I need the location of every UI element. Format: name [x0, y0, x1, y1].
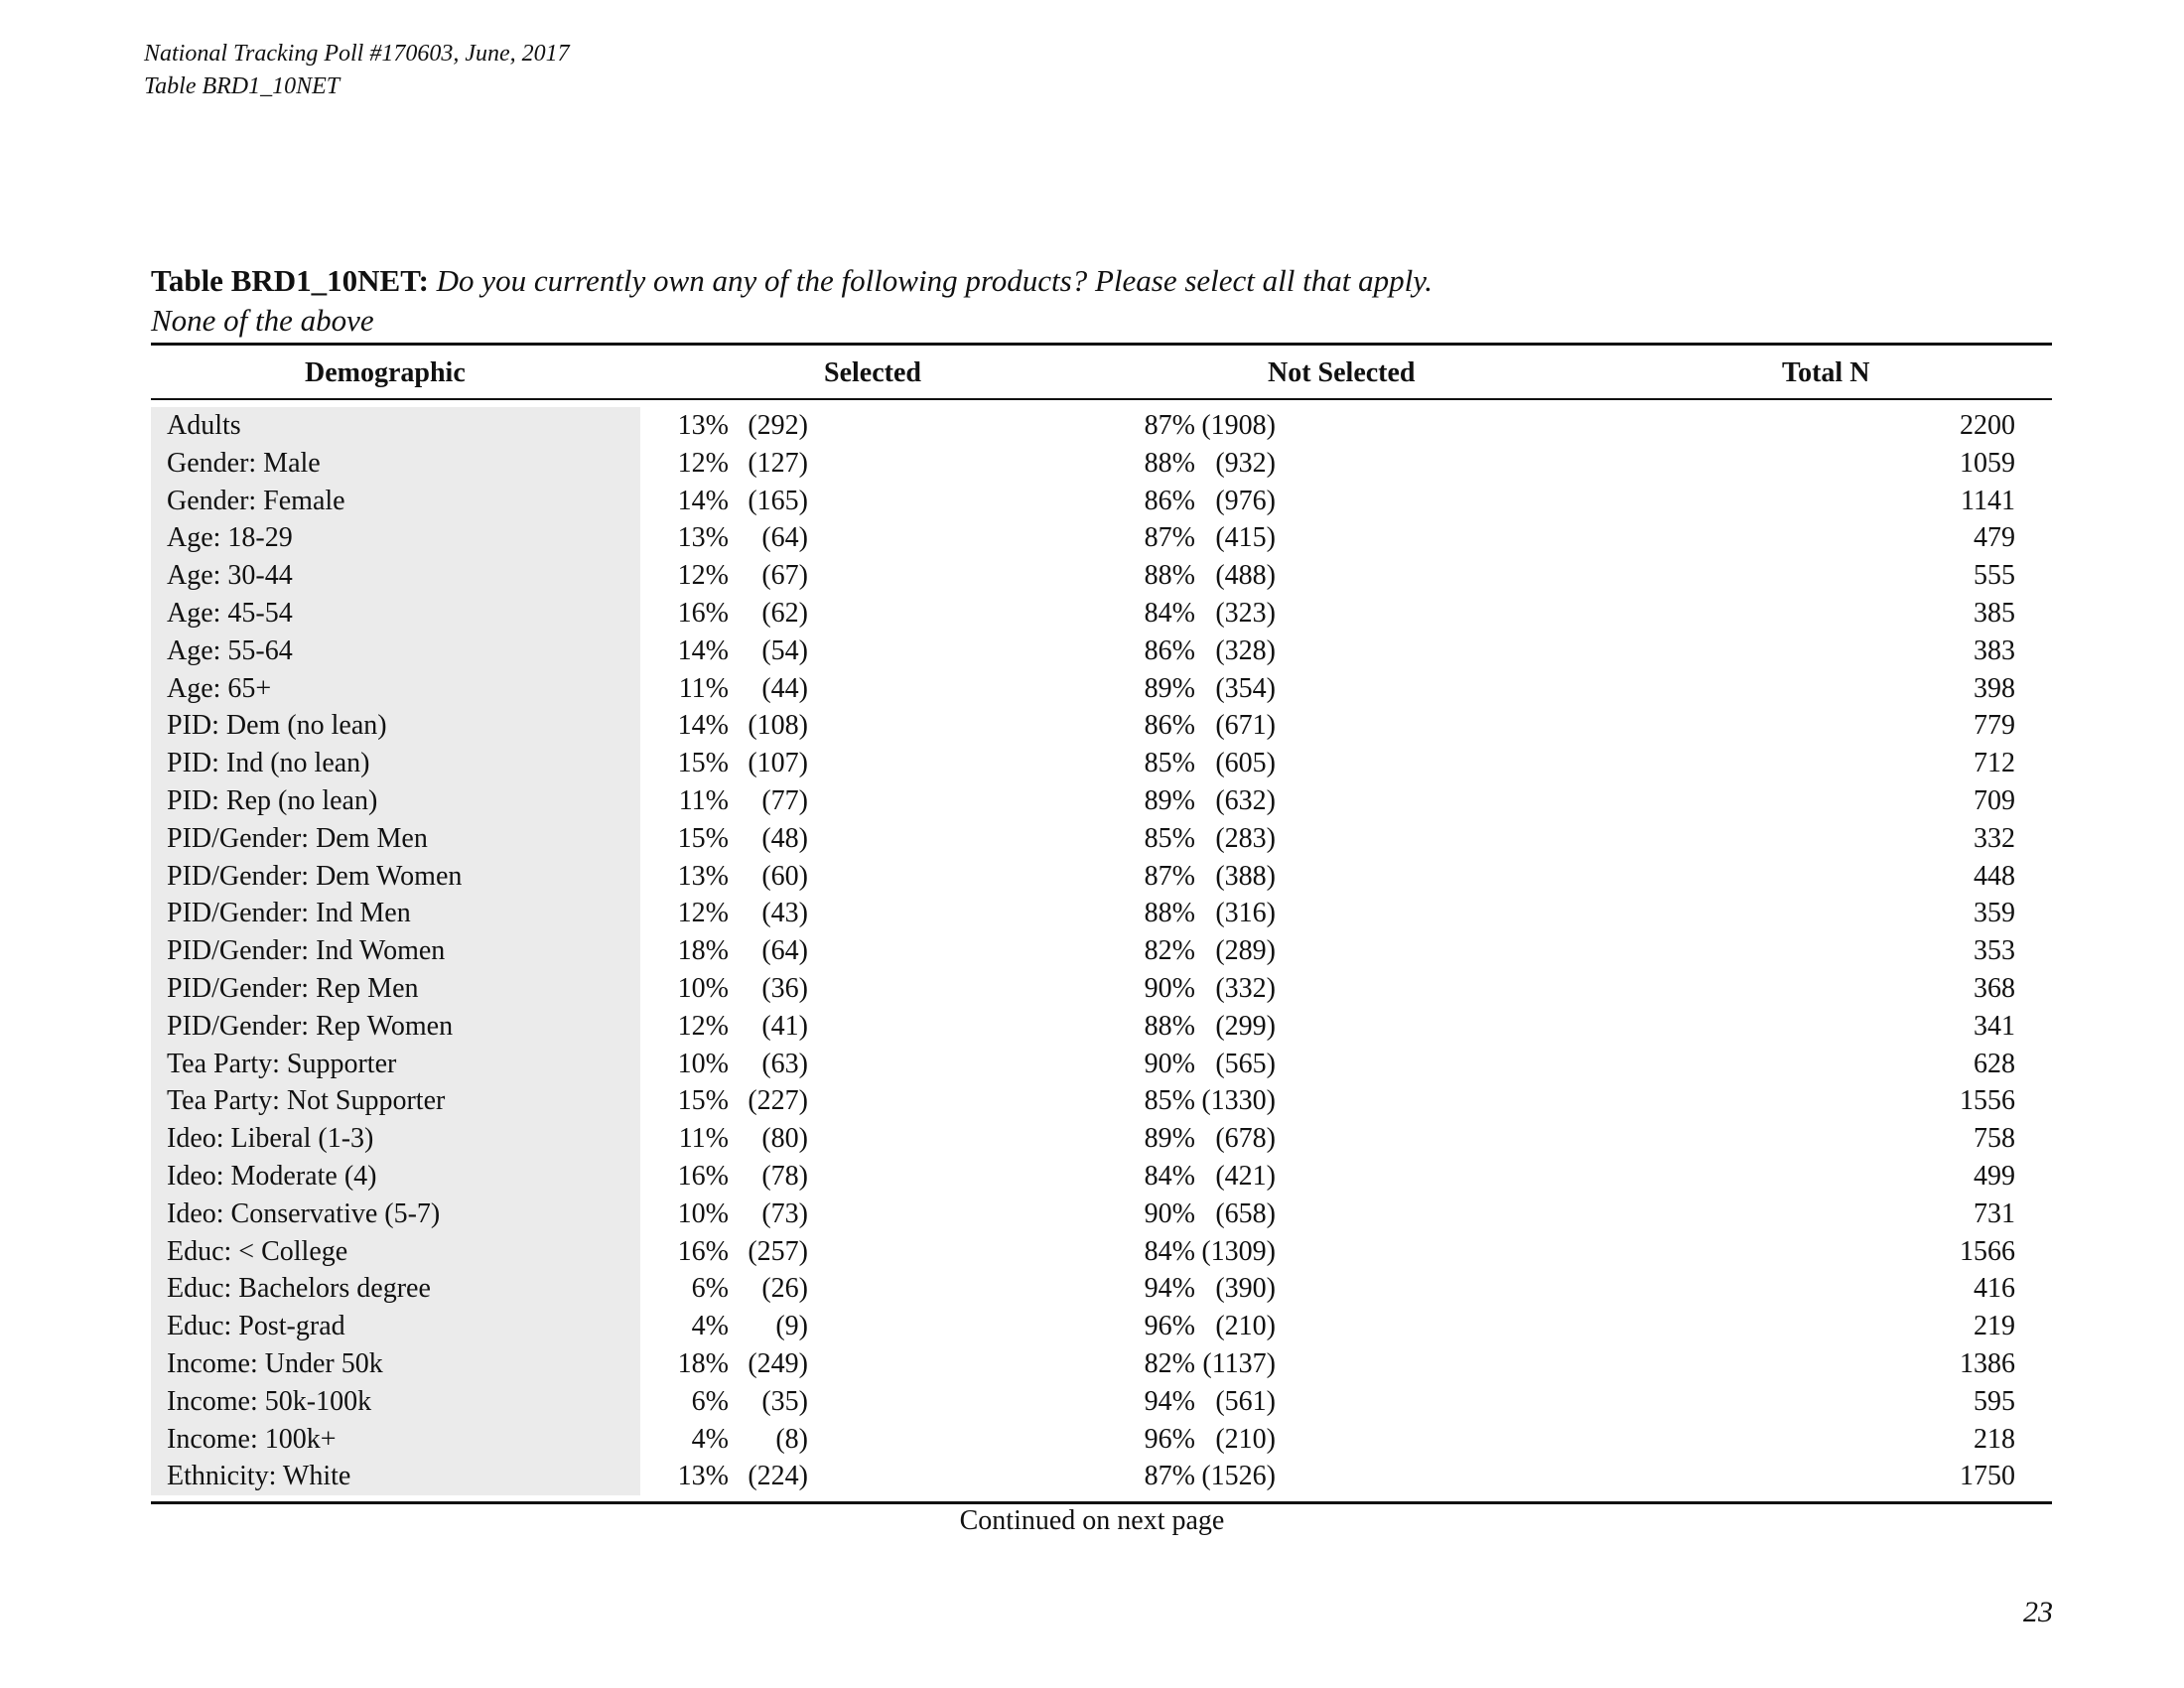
- table-caption: [151, 261, 1433, 341]
- not-selected-count-cell: (332): [1215, 972, 1276, 1004]
- selected-count-cell: (224): [748, 1461, 808, 1492]
- table-row: [151, 1458, 2052, 1495]
- selected-count-cell: (54): [761, 634, 808, 666]
- selected-count-cell: (108): [748, 710, 808, 742]
- demographic-cell: Ideo: Moderate (4): [167, 1160, 377, 1192]
- selected-count-cell: (249): [748, 1347, 808, 1379]
- table-row: [151, 670, 2052, 708]
- not-selected-percent-cell: 87%: [1144, 522, 1195, 554]
- demographic-cell: Educ: Post-grad: [167, 1311, 345, 1342]
- demographic-cell: Age: 65+: [167, 672, 272, 704]
- demographic-cell: Tea Party: Not Supporter: [167, 1085, 446, 1117]
- not-selected-percent-cell: 90%: [1144, 972, 1195, 1004]
- total-n-cell: 1141: [1961, 485, 2015, 516]
- selected-count-cell: (78): [761, 1160, 808, 1192]
- selected-percent-cell: 10%: [677, 972, 729, 1004]
- not-selected-count-cell: (421): [1215, 1160, 1276, 1192]
- demographic-cell: PID: Rep (no lean): [167, 784, 378, 816]
- demographic-cell: Tea Party: Supporter: [167, 1048, 397, 1079]
- not-selected-percent-cell: 82%: [1144, 1347, 1195, 1379]
- not-selected-count-cell: (289): [1215, 935, 1276, 967]
- selected-count-cell: (73): [761, 1197, 808, 1229]
- selected-percent-cell: 10%: [677, 1197, 729, 1229]
- selected-count-cell: (165): [748, 485, 808, 516]
- table-row: [151, 1270, 2052, 1308]
- total-n-cell: 341: [1974, 1010, 2015, 1042]
- total-n-cell: 628: [1974, 1048, 2015, 1079]
- selected-count-cell: (63): [761, 1048, 808, 1079]
- selected-count-cell: (77): [761, 784, 808, 816]
- selected-percent-cell: 18%: [677, 1347, 729, 1379]
- selected-percent-cell: 4%: [691, 1423, 729, 1455]
- selected-percent-cell: 10%: [677, 1048, 729, 1079]
- demographic-cell: Ideo: Liberal (1-3): [167, 1123, 374, 1155]
- not-selected-count-cell: (932): [1215, 447, 1276, 479]
- not-selected-percent-cell: 87%: [1144, 410, 1195, 441]
- table-row: [151, 1120, 2052, 1158]
- demographic-cell: Gender: Male: [167, 447, 321, 479]
- total-n-cell: 595: [1974, 1385, 2015, 1417]
- selected-percent-cell: 6%: [691, 1273, 729, 1305]
- total-n-cell: 499: [1974, 1160, 2015, 1192]
- selected-count-cell: (35): [761, 1385, 808, 1417]
- table-row: [151, 1158, 2052, 1196]
- not-selected-percent-cell: 87%: [1144, 1461, 1195, 1492]
- selected-count-cell: (127): [748, 447, 808, 479]
- selected-count-cell: (60): [761, 860, 808, 892]
- not-selected-percent-cell: 86%: [1144, 485, 1195, 516]
- selected-percent-cell: 12%: [677, 1010, 729, 1042]
- total-n-cell: 709: [1974, 784, 2015, 816]
- total-n-cell: 383: [1974, 634, 2015, 666]
- not-selected-count-cell: (323): [1215, 597, 1276, 629]
- not-selected-count-cell: (976): [1215, 485, 1276, 516]
- selected-count-cell: (80): [761, 1123, 808, 1155]
- not-selected-percent-cell: 84%: [1144, 1160, 1195, 1192]
- table-row: [151, 1082, 2052, 1120]
- selected-percent-cell: 13%: [677, 522, 729, 554]
- not-selected-count-cell: (316): [1215, 898, 1276, 929]
- total-n-cell: 779: [1974, 710, 2015, 742]
- table-row: [151, 407, 2052, 445]
- demographic-cell: PID/Gender: Ind Men: [167, 898, 411, 929]
- total-n-cell: 368: [1974, 972, 2015, 1004]
- not-selected-count-cell: (678): [1215, 1123, 1276, 1155]
- selected-percent-cell: 15%: [677, 1085, 729, 1117]
- not-selected-percent-cell: 86%: [1144, 710, 1195, 742]
- selected-percent-cell: 14%: [677, 634, 729, 666]
- not-selected-count-cell: (299): [1215, 1010, 1276, 1042]
- total-n-cell: 359: [1974, 898, 2015, 929]
- not-selected-percent-cell: 90%: [1144, 1048, 1195, 1079]
- total-n-cell: 731: [1974, 1197, 2015, 1229]
- selected-percent-cell: 12%: [677, 560, 729, 592]
- total-n-cell: 218: [1974, 1423, 2015, 1455]
- total-n-cell: 2200: [1960, 410, 2015, 441]
- table-id: Table BRD1_10NET: [144, 73, 341, 99]
- total-n-cell: 416: [1974, 1273, 2015, 1305]
- selected-count-cell: (292): [748, 410, 808, 441]
- not-selected-percent-cell: 89%: [1144, 784, 1195, 816]
- selected-percent-cell: 18%: [677, 935, 729, 967]
- selected-percent-cell: 16%: [677, 1160, 729, 1192]
- header-selected: Selected: [824, 357, 921, 388]
- table-row: [151, 782, 2052, 820]
- total-n-cell: 448: [1974, 860, 2015, 892]
- selected-percent-cell: 13%: [677, 860, 729, 892]
- table-row: [151, 445, 2052, 483]
- table-row: [151, 1383, 2052, 1421]
- demographic-cell: Age: 55-64: [167, 634, 293, 666]
- caption-label: Table BRD1_10NET:: [151, 263, 429, 298]
- table-row: [151, 707, 2052, 745]
- not-selected-percent-cell: 86%: [1144, 634, 1195, 666]
- demographic-cell: Income: Under 50k: [167, 1347, 383, 1379]
- selected-percent-cell: 15%: [677, 748, 729, 779]
- header-demographic: Demographic: [305, 357, 466, 388]
- table-row: [151, 1308, 2052, 1345]
- selected-count-cell: (26): [761, 1273, 808, 1305]
- demographic-cell: PID/Gender: Ind Women: [167, 935, 446, 967]
- demographic-cell: PID/Gender: Dem Women: [167, 860, 463, 892]
- demographic-cell: PID/Gender: Rep Women: [167, 1010, 454, 1042]
- total-n-cell: 398: [1974, 672, 2015, 704]
- selected-count-cell: (43): [761, 898, 808, 929]
- selected-count-cell: (48): [761, 822, 808, 854]
- running-header: [144, 38, 570, 103]
- selected-percent-cell: 11%: [678, 1123, 729, 1155]
- caption-subtitle: None of the above: [151, 303, 374, 338]
- total-n-cell: 479: [1974, 522, 2015, 554]
- demographic-cell: PID: Dem (no lean): [167, 710, 387, 742]
- selected-percent-cell: 11%: [678, 784, 729, 816]
- not-selected-percent-cell: 82%: [1144, 935, 1195, 967]
- demographic-cell: Ideo: Conservative (5-7): [167, 1197, 441, 1229]
- selected-percent-cell: 12%: [677, 898, 729, 929]
- selected-percent-cell: 12%: [677, 447, 729, 479]
- selected-percent-cell: 14%: [677, 485, 729, 516]
- demographic-cell: Age: 18-29: [167, 522, 293, 554]
- total-n-cell: 1059: [1960, 447, 2015, 479]
- not-selected-percent-cell: 96%: [1144, 1423, 1195, 1455]
- table-row: [151, 745, 2052, 782]
- demographic-cell: PID/Gender: Dem Men: [167, 822, 428, 854]
- not-selected-percent-cell: 88%: [1144, 1010, 1195, 1042]
- selected-percent-cell: 4%: [691, 1311, 729, 1342]
- not-selected-percent-cell: 96%: [1144, 1311, 1195, 1342]
- table-row: [151, 483, 2052, 520]
- demographic-cell: Educ: < College: [167, 1235, 348, 1267]
- total-n-cell: 712: [1974, 748, 2015, 779]
- selected-percent-cell: 16%: [677, 597, 729, 629]
- demographic-cell: Age: 45-54: [167, 597, 293, 629]
- not-selected-count-cell: (210): [1215, 1423, 1276, 1455]
- table-row: [151, 519, 2052, 557]
- selected-count-cell: (62): [761, 597, 808, 629]
- demographic-cell: Income: 100k+: [167, 1423, 337, 1455]
- not-selected-count-cell: (388): [1215, 860, 1276, 892]
- not-selected-percent-cell: 84%: [1144, 1235, 1195, 1267]
- poll-title: National Tracking Poll #170603, June, 2017: [144, 41, 570, 67]
- not-selected-count-cell: (488): [1215, 560, 1276, 592]
- selected-count-cell: (227): [748, 1085, 808, 1117]
- total-n-cell: 555: [1974, 560, 2015, 592]
- not-selected-percent-cell: 89%: [1144, 672, 1195, 704]
- not-selected-percent-cell: 94%: [1144, 1385, 1195, 1417]
- demographic-cell: Ethnicity: White: [167, 1461, 351, 1492]
- not-selected-percent-cell: 88%: [1144, 447, 1195, 479]
- not-selected-count-cell: (1137): [1202, 1347, 1276, 1379]
- total-n-cell: 758: [1974, 1123, 2015, 1155]
- total-n-cell: 353: [1974, 935, 2015, 967]
- demographic-cell: PID: Ind (no lean): [167, 748, 370, 779]
- table-bottom-rule: [151, 1501, 2052, 1504]
- selected-percent-cell: 14%: [677, 710, 729, 742]
- table-row: [151, 633, 2052, 670]
- not-selected-count-cell: (632): [1215, 784, 1276, 816]
- selected-count-cell: (257): [748, 1235, 808, 1267]
- selected-percent-cell: 15%: [677, 822, 729, 854]
- selected-percent-cell: 11%: [678, 672, 729, 704]
- table-row: [151, 1233, 2052, 1271]
- total-n-cell: 1566: [1960, 1235, 2015, 1267]
- demographic-cell: Adults: [167, 410, 241, 441]
- table-row: [151, 1196, 2052, 1233]
- demographic-cell: Gender: Female: [167, 485, 345, 516]
- not-selected-percent-cell: 85%: [1144, 1085, 1195, 1117]
- not-selected-percent-cell: 90%: [1144, 1197, 1195, 1229]
- not-selected-percent-cell: 89%: [1144, 1123, 1195, 1155]
- not-selected-count-cell: (1309): [1201, 1235, 1276, 1267]
- not-selected-count-cell: (415): [1215, 522, 1276, 554]
- table-row: [151, 932, 2052, 970]
- not-selected-count-cell: (565): [1215, 1048, 1276, 1079]
- not-selected-count-cell: (354): [1215, 672, 1276, 704]
- selected-count-cell: (36): [761, 972, 808, 1004]
- not-selected-count-cell: (1908): [1201, 410, 1276, 441]
- not-selected-count-cell: (1526): [1201, 1461, 1276, 1492]
- continued-note: Continued on next page: [959, 1505, 1225, 1536]
- table-row: [151, 895, 2052, 932]
- selected-percent-cell: 6%: [691, 1385, 729, 1417]
- total-n-cell: 1386: [1960, 1347, 2015, 1379]
- table-body: [151, 400, 2052, 1501]
- total-n-cell: 332: [1974, 822, 2015, 854]
- not-selected-percent-cell: 85%: [1144, 822, 1195, 854]
- selected-percent-cell: 13%: [677, 1461, 729, 1492]
- table-row: [151, 1046, 2052, 1083]
- not-selected-percent-cell: 87%: [1144, 860, 1195, 892]
- table-row: [151, 820, 2052, 858]
- selected-percent-cell: 13%: [677, 410, 729, 441]
- demographic-cell: PID/Gender: Rep Men: [167, 972, 419, 1004]
- table-row: [151, 595, 2052, 633]
- crosstab-table: [151, 343, 2052, 1504]
- table-row: [151, 970, 2052, 1008]
- demographic-cell: Educ: Bachelors degree: [167, 1273, 431, 1305]
- selected-count-cell: (107): [748, 748, 808, 779]
- header-not-selected: Not Selected: [1268, 357, 1416, 388]
- not-selected-percent-cell: 85%: [1144, 748, 1195, 779]
- not-selected-percent-cell: 84%: [1144, 597, 1195, 629]
- selected-count-cell: (64): [761, 935, 808, 967]
- not-selected-count-cell: (283): [1215, 822, 1276, 854]
- selected-count-cell: (41): [761, 1010, 808, 1042]
- not-selected-count-cell: (605): [1215, 748, 1276, 779]
- page-number: 23: [2023, 1596, 2053, 1628]
- selected-count-cell: (67): [761, 560, 808, 592]
- total-n-cell: 1750: [1960, 1461, 2015, 1492]
- table-row: [151, 557, 2052, 595]
- table-row: [151, 1008, 2052, 1046]
- not-selected-count-cell: (328): [1215, 634, 1276, 666]
- selected-count-cell: (44): [761, 672, 808, 704]
- table-header-row: [151, 346, 2052, 398]
- table-row: [151, 858, 2052, 896]
- demographic-cell: Age: 30-44: [167, 560, 293, 592]
- total-n-cell: 219: [1974, 1311, 2015, 1342]
- not-selected-count-cell: (658): [1215, 1197, 1276, 1229]
- not-selected-count-cell: (390): [1215, 1273, 1276, 1305]
- selected-count-cell: (8): [775, 1423, 808, 1455]
- demographic-cell: Income: 50k-100k: [167, 1385, 372, 1417]
- not-selected-count-cell: (1330): [1201, 1085, 1276, 1117]
- not-selected-count-cell: (210): [1215, 1311, 1276, 1342]
- selected-count-cell: (9): [775, 1311, 808, 1342]
- not-selected-count-cell: (671): [1215, 710, 1276, 742]
- table-row: [151, 1345, 2052, 1383]
- not-selected-percent-cell: 88%: [1144, 560, 1195, 592]
- header-total-n: Total N: [1782, 357, 1870, 388]
- selected-percent-cell: 16%: [677, 1235, 729, 1267]
- total-n-cell: 385: [1974, 597, 2015, 629]
- not-selected-percent-cell: 88%: [1144, 898, 1195, 929]
- table-row: [151, 1421, 2052, 1459]
- caption-question: Do you currently own any of the following products? Please select all that apply.: [436, 263, 1433, 298]
- selected-count-cell: (64): [761, 522, 808, 554]
- not-selected-percent-cell: 94%: [1144, 1273, 1195, 1305]
- total-n-cell: 1556: [1960, 1085, 2015, 1117]
- not-selected-count-cell: (561): [1215, 1385, 1276, 1417]
